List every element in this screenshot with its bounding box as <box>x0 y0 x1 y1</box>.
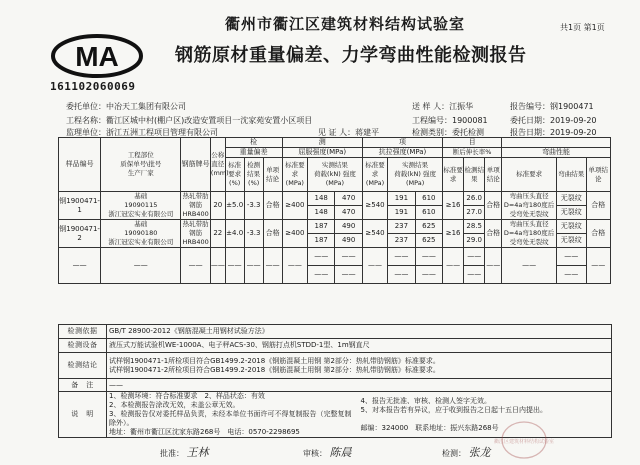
grade-name: 热轧带肋钢筋 <box>182 220 209 237</box>
h-yield: 屈服强度(MPa) <box>282 148 362 158</box>
sample-id: 钢1900471-2 <box>59 220 101 248</box>
note-1: 1、检测环境：符合标准要求 2、样品状态：有效 <box>109 392 265 400</box>
equipment-label: 检测设备 <box>59 339 107 353</box>
h-t-actual <box>388 158 443 192</box>
review-sign <box>303 444 352 460</box>
sample-id: 钢1900471-1 <box>59 192 101 220</box>
note-3: 3、检测报告仅对委托样品负责，未经本单位书面许可不得复制报告（完整复制除外）。 <box>109 410 352 427</box>
h-sample: 样品编号 <box>59 138 101 192</box>
maker: 浙江冠宏实业有限公司 <box>108 238 174 246</box>
y-load: 187 <box>307 234 334 248</box>
h-y-std: 标准要求(MPa) <box>282 158 307 192</box>
b-con: 合格 <box>586 192 610 220</box>
report-date-label: 报告日期： <box>510 128 550 137</box>
h-t-load: 荷载(kN) <box>394 170 421 178</box>
client-label: 委托单位： <box>66 102 106 111</box>
approve-sign <box>160 444 209 460</box>
dash: —— <box>415 248 442 266</box>
dash: —— <box>225 248 244 284</box>
project-value: 衢江区城中村(棚户区)改造安置项目一沈家苑安置小区项目 <box>106 116 313 125</box>
dash: —— <box>335 266 362 284</box>
h-weight: 重量偏差 <box>225 148 282 158</box>
results-table <box>58 137 611 284</box>
table-row <box>59 248 611 266</box>
h-y-actual <box>307 158 362 192</box>
stamp-text: 衢江区建筑材料结构试验室 <box>493 439 555 445</box>
zip: 邮编：324000 <box>360 423 409 432</box>
maker: 浙江冠宏实业有限公司 <box>108 210 174 218</box>
t-load: 191 <box>388 192 415 206</box>
h-cert: 质保单号\批号 <box>120 160 162 168</box>
part: 基础 <box>134 192 148 200</box>
witness-value: 蒋建平 <box>355 128 380 137</box>
notes-label: 说 明 <box>59 392 107 438</box>
y-load: 148 <box>307 206 334 220</box>
h-w-meas: 检测结果(%) <box>244 158 263 192</box>
dash: —— <box>388 248 415 266</box>
h-b-res: 弯曲结果 <box>557 158 587 192</box>
test-type-label: 检测类别： <box>412 128 452 137</box>
t-str: 610 <box>415 192 442 206</box>
conclusion-label: 检测结论 <box>59 353 107 379</box>
e-std: ≥16 <box>443 220 464 248</box>
dash: —— <box>263 248 282 284</box>
b-con: 合格 <box>586 220 610 248</box>
basis-row <box>59 325 612 339</box>
test-type-value: 委托检测 <box>452 128 484 137</box>
dash: —— <box>586 248 610 284</box>
b-res: 无裂纹 <box>557 206 587 220</box>
dash: —— <box>557 248 587 266</box>
dash: —— <box>244 248 263 284</box>
sender-row <box>412 101 473 112</box>
dash: —— <box>59 248 101 284</box>
report-no-row <box>510 101 594 112</box>
report-no-value: 钢1900471 <box>550 102 594 111</box>
b-std: 弯曲压头直径D=4a弯180度后受弯处无裂纹 <box>502 192 557 220</box>
w-con: 合格 <box>263 220 282 248</box>
contact: 联系地址：振兴东路268号 <box>415 423 499 432</box>
commission-date-value: 2019-09-20 <box>550 116 597 125</box>
cma-code: 161102060069 <box>50 80 136 93</box>
dash: —— <box>415 266 442 284</box>
h-project-block <box>101 138 181 192</box>
h-ce: 测 <box>282 138 362 148</box>
w-con: 合格 <box>263 192 282 220</box>
work-no-label: 工程编号： <box>412 116 452 125</box>
y-std: ≥400 <box>282 220 307 248</box>
t-str: 625 <box>415 220 442 234</box>
dash: —— <box>464 248 485 266</box>
h-w-std: 标准要求(%) <box>225 158 244 192</box>
approve-label: 批准： <box>160 449 184 458</box>
h-b-std: 标准要求 <box>502 158 557 192</box>
part-cert-maker <box>101 220 181 248</box>
w-meas: -3.3 <box>244 192 263 220</box>
note-2: 2、本检测报告涂改无效，未盖公章无效。 <box>109 401 240 409</box>
grade-code: HRB400 <box>182 238 209 246</box>
check-label: 检测： <box>442 449 466 458</box>
basis-label: 检测依据 <box>59 325 107 339</box>
equipment-value: 液压式万能试验机WE-1000A、电子秤ACS-30、钢筋打点机STDD-1型、1m钢直尺 <box>107 339 612 353</box>
diameter: 20 <box>210 192 225 220</box>
lab-name: 衢州市衢江区建筑材料结构试验室 <box>225 15 466 33</box>
note-4: 4、报告无批准、审核、检测人签字无效。 <box>360 396 491 405</box>
h-y-actual-label: 实测结果 <box>321 161 348 169</box>
review-signature: 陈晨 <box>329 446 352 459</box>
note-5: 5、对本报告若有异议，应于收到报告之日起十五日内提出。 <box>360 405 547 414</box>
e-std: ≥16 <box>443 192 464 220</box>
h-e-std: 标准要求 <box>443 158 464 192</box>
y-std: ≥400 <box>282 192 307 220</box>
dash: —— <box>557 266 587 284</box>
basis-value: GB/T 28900-2012《钢筋混凝土用钢材试验方法》 <box>107 325 612 339</box>
dash: —— <box>101 248 181 284</box>
e-con: 合格 <box>485 192 502 220</box>
b-res: 无裂纹 <box>557 192 587 206</box>
sender-label: 送 样 人： <box>412 102 450 111</box>
dash: —— <box>210 248 225 284</box>
diameter: 22 <box>210 220 225 248</box>
witness-label: 见 证 人： <box>318 128 356 137</box>
phone: 电话：0570-2298695 <box>227 428 300 436</box>
h-y-strength: 强度(MPa) <box>325 170 356 187</box>
client-value: 中冶天工集团有限公司 <box>106 102 186 111</box>
t-load: 191 <box>388 206 415 220</box>
remark-row <box>59 379 612 392</box>
h-y-load: 荷载(kN) <box>314 170 341 178</box>
dash: —— <box>282 248 307 284</box>
h-xiang: 项 <box>362 138 442 148</box>
t-std: ≥540 <box>362 192 387 220</box>
dash: —— <box>307 266 334 284</box>
t-load: 237 <box>388 220 415 234</box>
report-title: 钢筋原材重量偏差、力学弯曲性能检测报告 <box>175 45 527 66</box>
remark-label: 备 注 <box>59 379 107 392</box>
dash: —— <box>464 266 485 284</box>
t-std: ≥540 <box>362 220 387 248</box>
b-std: 弯曲压头直径D=4a弯180度后受弯处无裂纹 <box>502 220 557 248</box>
table-row <box>59 220 611 234</box>
cert: 19090115 <box>124 201 158 209</box>
y-str: 470 <box>335 192 362 206</box>
cma-text: MA <box>75 41 119 72</box>
y-load: 187 <box>307 220 334 234</box>
b-res: 无裂纹 <box>557 220 587 234</box>
report-no-label: 报告编号： <box>510 102 550 111</box>
h-elong: 断后伸长率% <box>443 148 502 158</box>
dash: —— <box>181 248 211 284</box>
sender-value: 江振华 <box>449 102 474 111</box>
supervisor-value: 浙江五洲工程项目管理有限公司 <box>106 128 218 137</box>
address: 地址：衢州市衢江区沈家东路268号 <box>109 428 221 436</box>
t-str: 610 <box>415 206 442 220</box>
y-str: 470 <box>335 206 362 220</box>
conclusion-1: 试样钢1900471-1所检项目符合GB1499.2-2018《钢筋混凝土用钢 第2部分：热轧带肋钢筋》标准要求。 <box>109 356 440 365</box>
work-no-row <box>412 115 488 126</box>
h-e-con: 单项结论 <box>485 158 502 192</box>
y-str: 490 <box>335 220 362 234</box>
work-no-value: 1900081 <box>452 116 488 125</box>
h-dia: 公称直径(mm) <box>210 138 225 192</box>
e-res: 29.0 <box>464 234 485 248</box>
h-b-con: 单项结论 <box>586 158 610 192</box>
grade <box>181 192 211 220</box>
h-t-strength: 强度(MPa) <box>405 170 436 187</box>
conclusion-row <box>59 353 612 379</box>
h-w-con: 单项结论 <box>263 158 282 192</box>
report-date-value: 2019-09-20 <box>550 128 597 137</box>
e-res: 27.0 <box>464 206 485 220</box>
dash: —— <box>443 248 464 284</box>
grade <box>181 220 211 248</box>
t-load: 237 <box>388 234 415 248</box>
cert: 19090180 <box>124 229 158 237</box>
table-row <box>59 192 611 206</box>
review-label: 审核： <box>303 449 327 458</box>
dash: —— <box>307 248 334 266</box>
h-bend: 弯曲性能 <box>502 148 611 158</box>
dash: —— <box>388 266 415 284</box>
conclusion-2: 试样钢1900471-2所检项目符合GB1499.2-2018《钢筋混凝土用钢 第2部分：热轧带肋钢筋》标准要求。 <box>109 365 440 374</box>
equipment-row <box>59 339 612 353</box>
supervisor-label: 监理单位： <box>66 128 106 137</box>
dash: —— <box>362 248 387 284</box>
client-row <box>66 101 186 112</box>
commission-date-row <box>510 115 597 126</box>
project-row <box>66 115 312 126</box>
commission-date-label: 委托日期： <box>510 116 550 125</box>
dash: —— <box>485 248 502 284</box>
e-con: 合格 <box>485 220 502 248</box>
official-stamp <box>493 420 555 460</box>
grade-name: 热轧带肋钢筋 <box>182 192 209 209</box>
h-mu: 目 <box>443 138 502 148</box>
w-std: ±4.0 <box>225 220 244 248</box>
h-tensile: 抗拉强度(MPa) <box>362 148 442 158</box>
h-project-part: 工程部位 <box>127 151 154 159</box>
y-str: 490 <box>335 234 362 248</box>
part: 基础 <box>134 220 148 228</box>
h-e-res: 检测结果 <box>464 158 485 192</box>
h-t-actual-label: 实测结果 <box>402 161 429 169</box>
t-str: 625 <box>415 234 442 248</box>
e-res: 28.5 <box>464 220 485 234</box>
part-cert-maker <box>101 192 181 220</box>
dash: —— <box>335 248 362 266</box>
b-res: 无裂纹 <box>557 234 587 248</box>
h-jian: 检 <box>225 138 282 148</box>
w-std: ±5.0 <box>225 192 244 220</box>
y-load: 148 <box>307 192 334 206</box>
h-grade: 钢筋牌号 <box>181 138 211 192</box>
grade-code: HRB400 <box>182 210 209 218</box>
check-sign <box>442 444 491 460</box>
w-meas: -3.3 <box>244 220 263 248</box>
h-blank <box>502 138 611 148</box>
project-label: 工程名称： <box>66 116 106 125</box>
e-res: 26.0 <box>464 192 485 206</box>
h-t-std: 标准要求(MPa) <box>362 158 387 192</box>
check-signature: 张龙 <box>468 446 491 459</box>
h-maker: 生产厂家 <box>127 169 154 177</box>
approve-signature: 王林 <box>186 446 209 459</box>
dash: —— <box>502 248 557 284</box>
page-info: 共1页 第1页 <box>560 23 605 32</box>
remark-value: —— <box>107 379 612 392</box>
